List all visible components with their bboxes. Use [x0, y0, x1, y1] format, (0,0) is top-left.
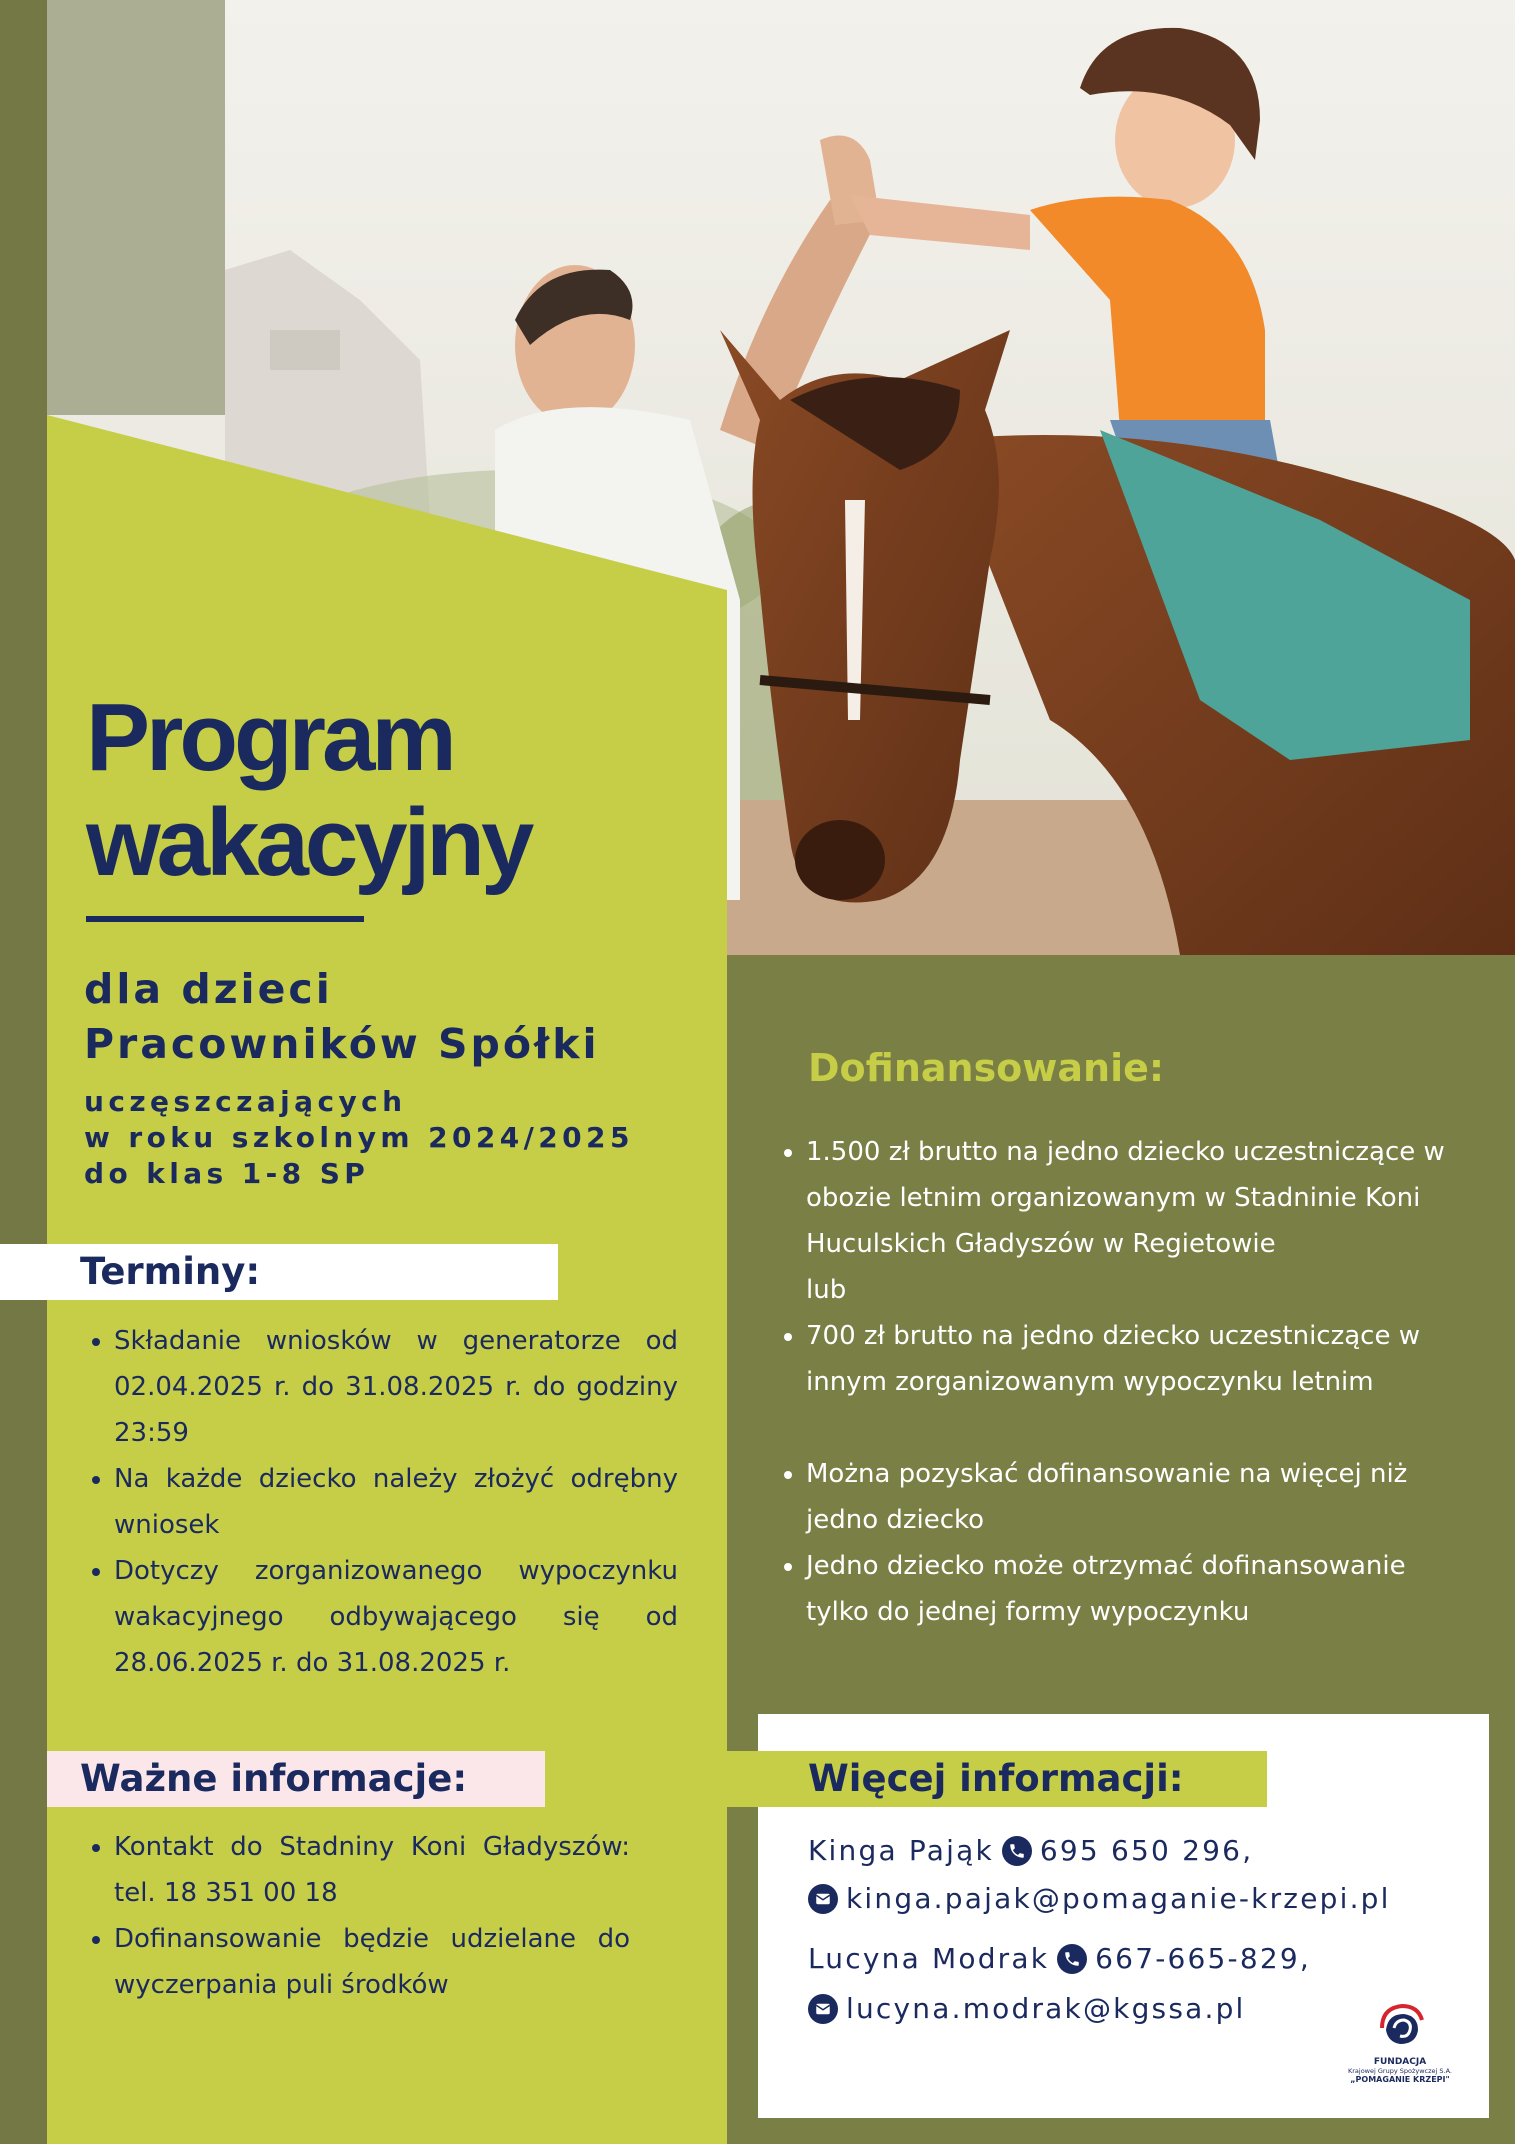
list-item	[806, 1129, 1465, 1313]
title-underline	[86, 916, 364, 922]
wiecej-label: Więcej informacji:	[808, 1757, 1184, 1800]
list-item: • Na każde dziecko należy złożyć odrębny wniosek	[114, 1456, 678, 1548]
contact-phone[interactable]: 667-665-829,	[1095, 1942, 1312, 1975]
subtitle-line-1: dla dzieci	[84, 965, 333, 1013]
logo-mark-icon	[1368, 1998, 1432, 2050]
audience-line-1: uczęszczających	[84, 1085, 407, 1118]
title-line-2: wakacyjny	[86, 789, 531, 896]
contact-row-1	[808, 1834, 1253, 1867]
subtitle-line-2: Pracowników Spółki	[84, 1020, 600, 1068]
list-item: • Można pozyskać dofinansowanie na więcej niż jedno dziecko	[806, 1451, 1465, 1543]
list-item: • 700 zł brutto na jedno dziecko uczestniczące w innym zorganizowanym wypoczynku letnim	[806, 1313, 1465, 1405]
audience-text	[84, 1084, 634, 1192]
list-spacer	[806, 1405, 1465, 1451]
contact-email[interactable]: lucyna.modrak@kgssa.pl	[846, 1992, 1246, 2025]
subtitle	[84, 962, 600, 1072]
foundation-logo	[1330, 1998, 1470, 2098]
contact-row-3	[808, 1942, 1311, 1975]
audience-line-2: w roku szkolnym 2024/2025	[84, 1121, 634, 1154]
connector-text: lub	[806, 1275, 847, 1305]
terminy-section	[82, 1318, 678, 1686]
wiecej-label-bar	[727, 1751, 1267, 1807]
terminy-label: Terminy:	[80, 1250, 261, 1293]
dofinansowanie-list	[774, 1129, 1465, 1635]
contact-phone[interactable]: 695 650 296,	[1039, 1834, 1254, 1867]
contact-row-2	[800, 1882, 1391, 1915]
terminy-label-bar	[0, 1244, 558, 1300]
phone-icon	[1057, 1944, 1087, 1974]
logo-line-2: Krajowej Grupy Spożywczej S.A.	[1347, 2067, 1452, 2075]
contact-name: Lucyna Modrak	[808, 1942, 1050, 1975]
dofinansowanie-label: Dofinansowanie:	[808, 1046, 1165, 1090]
wazne-section	[82, 1824, 630, 2008]
decor-gray-bar	[47, 0, 225, 415]
wazne-label-bar	[47, 1751, 545, 1807]
contact-email[interactable]: kinga.pajak@pomaganie-krzepi.pl	[846, 1882, 1391, 1915]
page-title	[86, 685, 530, 895]
terminy-list	[82, 1318, 678, 1686]
list-item: • Dofinansowanie będzie udzielane do wyczerpania puli środków	[114, 1916, 630, 2008]
list-item-text: 1.500 zł brutto na jedno dziecko uczestniczące w obozie letnim organizowanym w Stadninie Koni Huculskich Gładyszów w Regietowie	[806, 1137, 1445, 1259]
list-item: • Dotyczy zorganizowanego wypoczynku wakacyjnego odbywającego się od 28.06.2025 r. do 31.08.2025 r.	[114, 1548, 678, 1686]
mail-icon	[808, 1994, 838, 2024]
contact-name: Kinga Pająk	[808, 1834, 994, 1867]
phone-icon	[1002, 1836, 1032, 1866]
wazne-label: Ważne informacje:	[80, 1757, 468, 1800]
mail-icon	[808, 1884, 838, 1914]
logo-line-3: „POMAGANIE KRZEPI"	[1350, 2075, 1450, 2084]
title-line-1: Program	[86, 684, 453, 791]
contact-row-4	[800, 1992, 1246, 2025]
dofinansowanie-section	[774, 1129, 1465, 1635]
left-olive-strip	[0, 0, 47, 2144]
audience-line-3: do klas 1-8 SP	[84, 1157, 370, 1190]
logo-line-1: FUNDACJA	[1373, 2057, 1427, 2067]
list-item: • Jedno dziecko może otrzymać dofinansowanie tylko do jednej formy wypoczynku	[806, 1543, 1465, 1635]
wazne-list	[82, 1824, 630, 2008]
list-item: • Składanie wniosków w generatorze od 02.04.2025 r. do 31.08.2025 r. do godziny 23:59	[114, 1318, 678, 1456]
list-item: • Kontakt do Stadniny Koni Gładyszów: tel. 18 351 00 18	[114, 1824, 630, 1916]
